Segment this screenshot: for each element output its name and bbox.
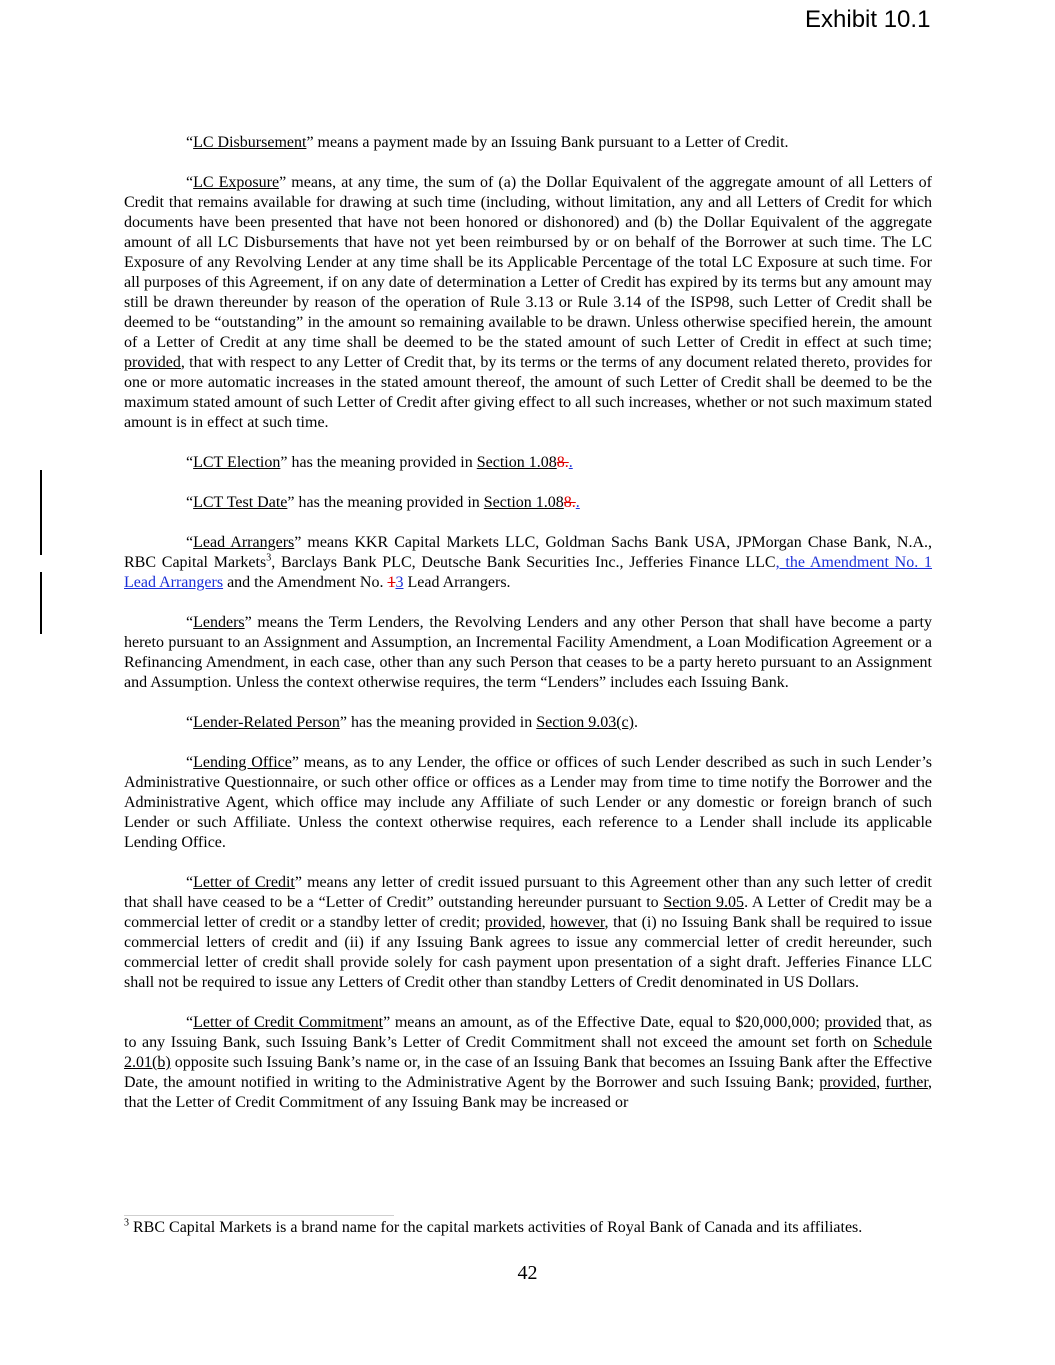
definition-text: . A Letter of Credit may be a commercial letter of credit or a standby letter of credit; bbox=[124, 894, 932, 931]
provided-term: provided bbox=[484, 914, 542, 931]
deleted-text: 8. bbox=[556, 454, 569, 471]
change-bar bbox=[40, 470, 42, 555]
footnote-divider bbox=[124, 1215, 394, 1216]
definition-text: opposite such Issuing Bank’s name or, in the case of an Issuing Bank that becomes an Issuing Bank after the Effective Date, the amount notified in writing to the Administrative Agent by the Borrower and such Issuing Bank; bbox=[124, 1054, 932, 1091]
defined-term: LCT Election bbox=[193, 454, 281, 471]
footnote-reference: 3 bbox=[266, 552, 272, 564]
further-term: further bbox=[885, 1074, 929, 1091]
schedule-reference: Schedule 2.01(b) bbox=[124, 1034, 932, 1071]
definition-lender-related-person: “Lender-Related Person” has the meaning provided in Section 9.03(c). bbox=[186, 714, 638, 731]
defined-term: LCT Test Date bbox=[193, 494, 288, 511]
inserted-text: . bbox=[575, 494, 580, 511]
definition-text: that, as to any Issuing Bank, such Issuing Bank’s Letter of Credit Commitment shall not exceed the amount set forth on bbox=[124, 1014, 932, 1051]
section-reference: Section 1.08 bbox=[483, 494, 564, 511]
definition-text: ” means any letter of credit issued pursuant to this Agreement other than any such letter of credit that shall have ceased to be a “Letter of Credit” outstanding hereunder pursuant to bbox=[124, 874, 932, 911]
definition-lct-election: “LCT Election” has the meaning provided in Section 1.088.. bbox=[186, 454, 573, 471]
definition-text: and the Amendment No. bbox=[223, 574, 388, 591]
definition-letter-of-credit: “Letter of Credit” means any letter of credit issued pursuant to this Agreement other than any such letter of credit that shall have ceased to be a “Letter of Credit” outstanding hereunder pursuant to Section 9.05. A Letter of Credit may be a commercial letter of credit or a standby letter of credit; provided, however, that (i) no Issuing Bank shall be required to issue commercial letters of credit and (ii) if any Issuing Bank agrees to issue any commercial letter of credit hereunder, such commercial letter of credit shall provide solely for cash payment upon presentation of a sight draft. Jefferies Finance LLC shall not be required to issue any Letters of Credit other than standby Letters of Credit denominated in US Dollars. bbox=[124, 874, 932, 991]
definition-text: ” means, as to any Lender, the office or offices of such Lender described as such in such Lender’s Administrative Questionnaire, or such other office or offices as a Lender may from time to time notify the Borrower and the Administrative Agent, which office may include any Affiliate of such Lender or any domestic or foreign branch of such Lender or such Affiliate. Unless the context otherwise requires, each reference to a Lender shall include its applicable Lending Office. bbox=[124, 754, 933, 851]
defined-term: Lending Office bbox=[193, 754, 292, 771]
section-reference: Section 1.08 bbox=[476, 454, 557, 471]
definition-text: , bbox=[876, 1074, 886, 1091]
definition-text: ” has the meaning provided in bbox=[339, 714, 537, 731]
definition-text: ” has the meaning provided in bbox=[280, 454, 477, 471]
deleted-text: 1 bbox=[387, 574, 396, 591]
however-term: however bbox=[550, 914, 605, 931]
inserted-text: 3 bbox=[395, 574, 404, 591]
definition-text: , that (i) no Issuing Bank shall be required to issue commercial letters of credit and (ii) if any Issuing Bank agrees to issue any commercial letter of credit hereunder, such commercial letter of credit shall provide solely for cash payment upon presentation of a sight draft. Jefferies Finance LLC shall not be required to issue any Letters of Credit other than standby Letters of Credit denominated in US Dollars. bbox=[124, 914, 932, 991]
definition-lenders: “Lenders” means the Term Lenders, the Revolving Lenders and any other Person that shall have become a party hereto pursuant to an Assignment and Assumption, an Incremental Facility Amendment, a Loan Modification Agreement or a Refinancing Amendment, in each case, other than any such Person that ceases to be a party hereto pursuant to an Assignment and Assumption. Unless the context otherwise requires, the term “Lenders” includes each Issuing Bank. bbox=[124, 614, 932, 691]
section-reference: Section 9.03(c) bbox=[536, 714, 634, 731]
definition-text: ” means a payment made by an Issuing Bank pursuant to a Letter of Credit. bbox=[306, 134, 789, 151]
definition-text: ” means KKR Capital Markets LLC, Goldman Sachs Bank USA, JPMorgan Chase Bank, N.A., RBC Capital Markets bbox=[124, 534, 933, 571]
provided-term: provided bbox=[819, 1074, 877, 1091]
definition-letter-of-credit-commitment: “Letter of Credit Commitment” means an amount, as of the Effective Date, equal to $20,000,000; provided that, as to any Issuing Bank, such Issuing Bank’s Letter of Credit Commitment shall not exceed the amount set forth on Schedule 2.01(b) opposite such Issuing Bank’s name or, in the case of an Issuing Bank that becomes an Issuing Bank after the Effective Date, the amount notified in writing to the Administrative Agent by the Borrower and such Issuing Bank; provided, further, that the Letter of Credit Commitment of any Issuing Bank may be increased or bbox=[124, 1014, 933, 1111]
footnote bbox=[124, 1218, 932, 1238]
definition-text: , that with respect to any Letter of Credit that, by its terms or the terms of any document related thereto, provides for one or more automatic increases in the stated amount thereof, the amount of such Letter of Credit shall be deemed to be the maximum stated amount of such Letter of Credit after giving effect to all such increases, whether or not such maximum stated amount is in effect at such time. bbox=[124, 354, 932, 431]
defined-term: Lenders bbox=[193, 614, 245, 631]
definition-text: , that the Letter of Credit Commitment of any Issuing Bank may be increased or bbox=[124, 1074, 933, 1111]
change-bar bbox=[40, 572, 42, 634]
definition-lct-test-date: “LCT Test Date” has the meaning provided in Section 1.088.. bbox=[186, 494, 580, 511]
definition-text: ” means an amount, as of the Effective Date, equal to $20,000,000; bbox=[383, 1014, 825, 1031]
inserted-text: , the Amendment No. 1 Lead Arrangers bbox=[124, 554, 933, 591]
definition-text: ” means the Term Lenders, the Revolving Lenders and any other Person that shall have become a party hereto pursuant to an Assignment and Assumption, an Incremental Facility Amendment, a Loan Modification Agreement or a Refinancing Amendment, in each case, other than any such Person that ceases to be a party hereto pursuant to an Assignment and Assumption. Unless the context otherwise requires, the term “Lenders” includes each Issuing Bank. bbox=[124, 614, 932, 691]
definition-text: ” has the meaning provided in bbox=[287, 494, 484, 511]
defined-term: Lead Arrangers bbox=[193, 534, 295, 551]
exhibit-label: Exhibit 10.1 bbox=[805, 6, 931, 33]
definition-lending-office: “Lending Office” means, as to any Lender, the office or offices of such Lender described as such in such Lender’s Administrative Questionnaire, or such other office or offices as a Lender may from time to time notify the Borrower and the Administrative Agent, which office may include any Affiliate of such Lender or any domestic or foreign branch of such Lender or such Affiliate. Unless the context otherwise requires, each reference to a Lender shall include its applicable Lending Office. bbox=[124, 754, 933, 851]
definition-lc-exposure: “LC Exposure” means, at any time, the sum of (a) the Dollar Equivalent of the aggregate amount of all Letters of Credit that remains available for drawing at such time (including, without limitation, any and all Letters of Credit for which documents have been presented that have not been honored or dishonored) and (b) the Dollar Equivalent of the aggregate amount of all LC Disbursements that have not yet been reimbursed by or on behalf of the Borrower at such time. The LC Exposure of any Revolving Lender at any time shall be its Applicable Percentage of the total LC Exposure at such time. For all purposes of this Agreement, if on any date of determination a Letter of Credit has expired by its terms but any amount may still be drawn thereunder by reason of the operation of Rule 3.13 or Rule 3.14 of the ISP98, such Letter of Credit shall be deemed to be “outstanding” in the amount so remaining available to be drawn. Unless otherwise specified herein, the amount of a Letter of Credit at any time shall be deemed to be the stated amount of such Letter of Credit in effect at such time; provided, that with respect to any Letter of Credit that, by its terms or the terms of any document related thereto, provides for one or more automatic increases in the stated amount thereof, the amount of such Letter of Credit shall be deemed to be the maximum stated amount of such Letter of Credit after giving effect to all such increases, whether or not such maximum stated amount is in effect at such time. bbox=[124, 174, 933, 431]
defined-term: LC Exposure bbox=[193, 174, 280, 191]
defined-term: Lender-Related Person bbox=[193, 714, 340, 731]
inserted-text: . bbox=[568, 454, 573, 471]
footnote-text: RBC Capital Markets is a brand name for the capital markets activities of Royal Bank of Canada and its affiliates. bbox=[129, 1219, 863, 1236]
footnote-number: 3 bbox=[124, 1217, 129, 1229]
definition-text: ” means, at any time, the sum of (a) the Dollar Equivalent of the aggregate amount of all Letters of Credit that remains available for drawing at such time (including, without limitation, any and all Letters of Credit for which documents have been presented that have not been honored or dishonored) and (b) the Dollar Equivalent of the aggregate amount of all LC Disbursements that have not yet been reimbursed by or on behalf of the Borrower at such time. The LC Exposure of any Revolving Lender at any time shall be its Applicable Percentage of the total LC Exposure at such time. For all purposes of this Agreement, if on any date of determination a Letter of Credit has expired by its terms but any amount may still be drawn thereunder by reason of the operation of Rule 3.13 or Rule 3.14 of the ISP98, such Letter of Credit shall be deemed to be “outstanding” in the amount so remaining available to be drawn. Unless otherwise specified herein, the amount of a Letter of Credit at any time shall be deemed to be the stated amount of such Letter of Credit in effect at such time; bbox=[124, 174, 933, 351]
definition-text: . bbox=[633, 714, 638, 731]
definition-text: Lead Arrangers. bbox=[403, 574, 511, 591]
provided-term: provided bbox=[824, 1014, 882, 1031]
definition-lc-disbursement: “LC Disbursement” means a payment made by an Issuing Bank pursuant to a Letter of Credit. bbox=[186, 134, 789, 151]
page-number: 42 bbox=[517, 1262, 538, 1284]
deleted-text: 8. bbox=[563, 494, 576, 511]
defined-term: Letter of Credit bbox=[193, 874, 295, 891]
provided-term: provided bbox=[124, 354, 181, 371]
definition-text: , Barclays Bank PLC, Deutsche Bank Securities Inc., Jefferies Finance LLC bbox=[271, 554, 776, 571]
definition-lead-arrangers: “Lead Arrangers” means KKR Capital Markets LLC, Goldman Sachs Bank USA, JPMorgan Chase Bank, N.A., RBC Capital Markets$^3$, Barclays Bank PLC, Deutsche Bank Securities Inc., Jefferies Finance LLC, the Amendment No. 1 Lead Arrangers and the Amendment No. 13 Lead Arrangers. bbox=[124, 534, 933, 591]
section-reference: Section 9.05 bbox=[663, 894, 745, 911]
definition-text: , bbox=[541, 914, 551, 931]
document-body bbox=[124, 133, 932, 1133]
defined-term: LC Disbursement bbox=[193, 134, 307, 151]
defined-term: Letter of Credit Commitment bbox=[193, 1014, 384, 1031]
